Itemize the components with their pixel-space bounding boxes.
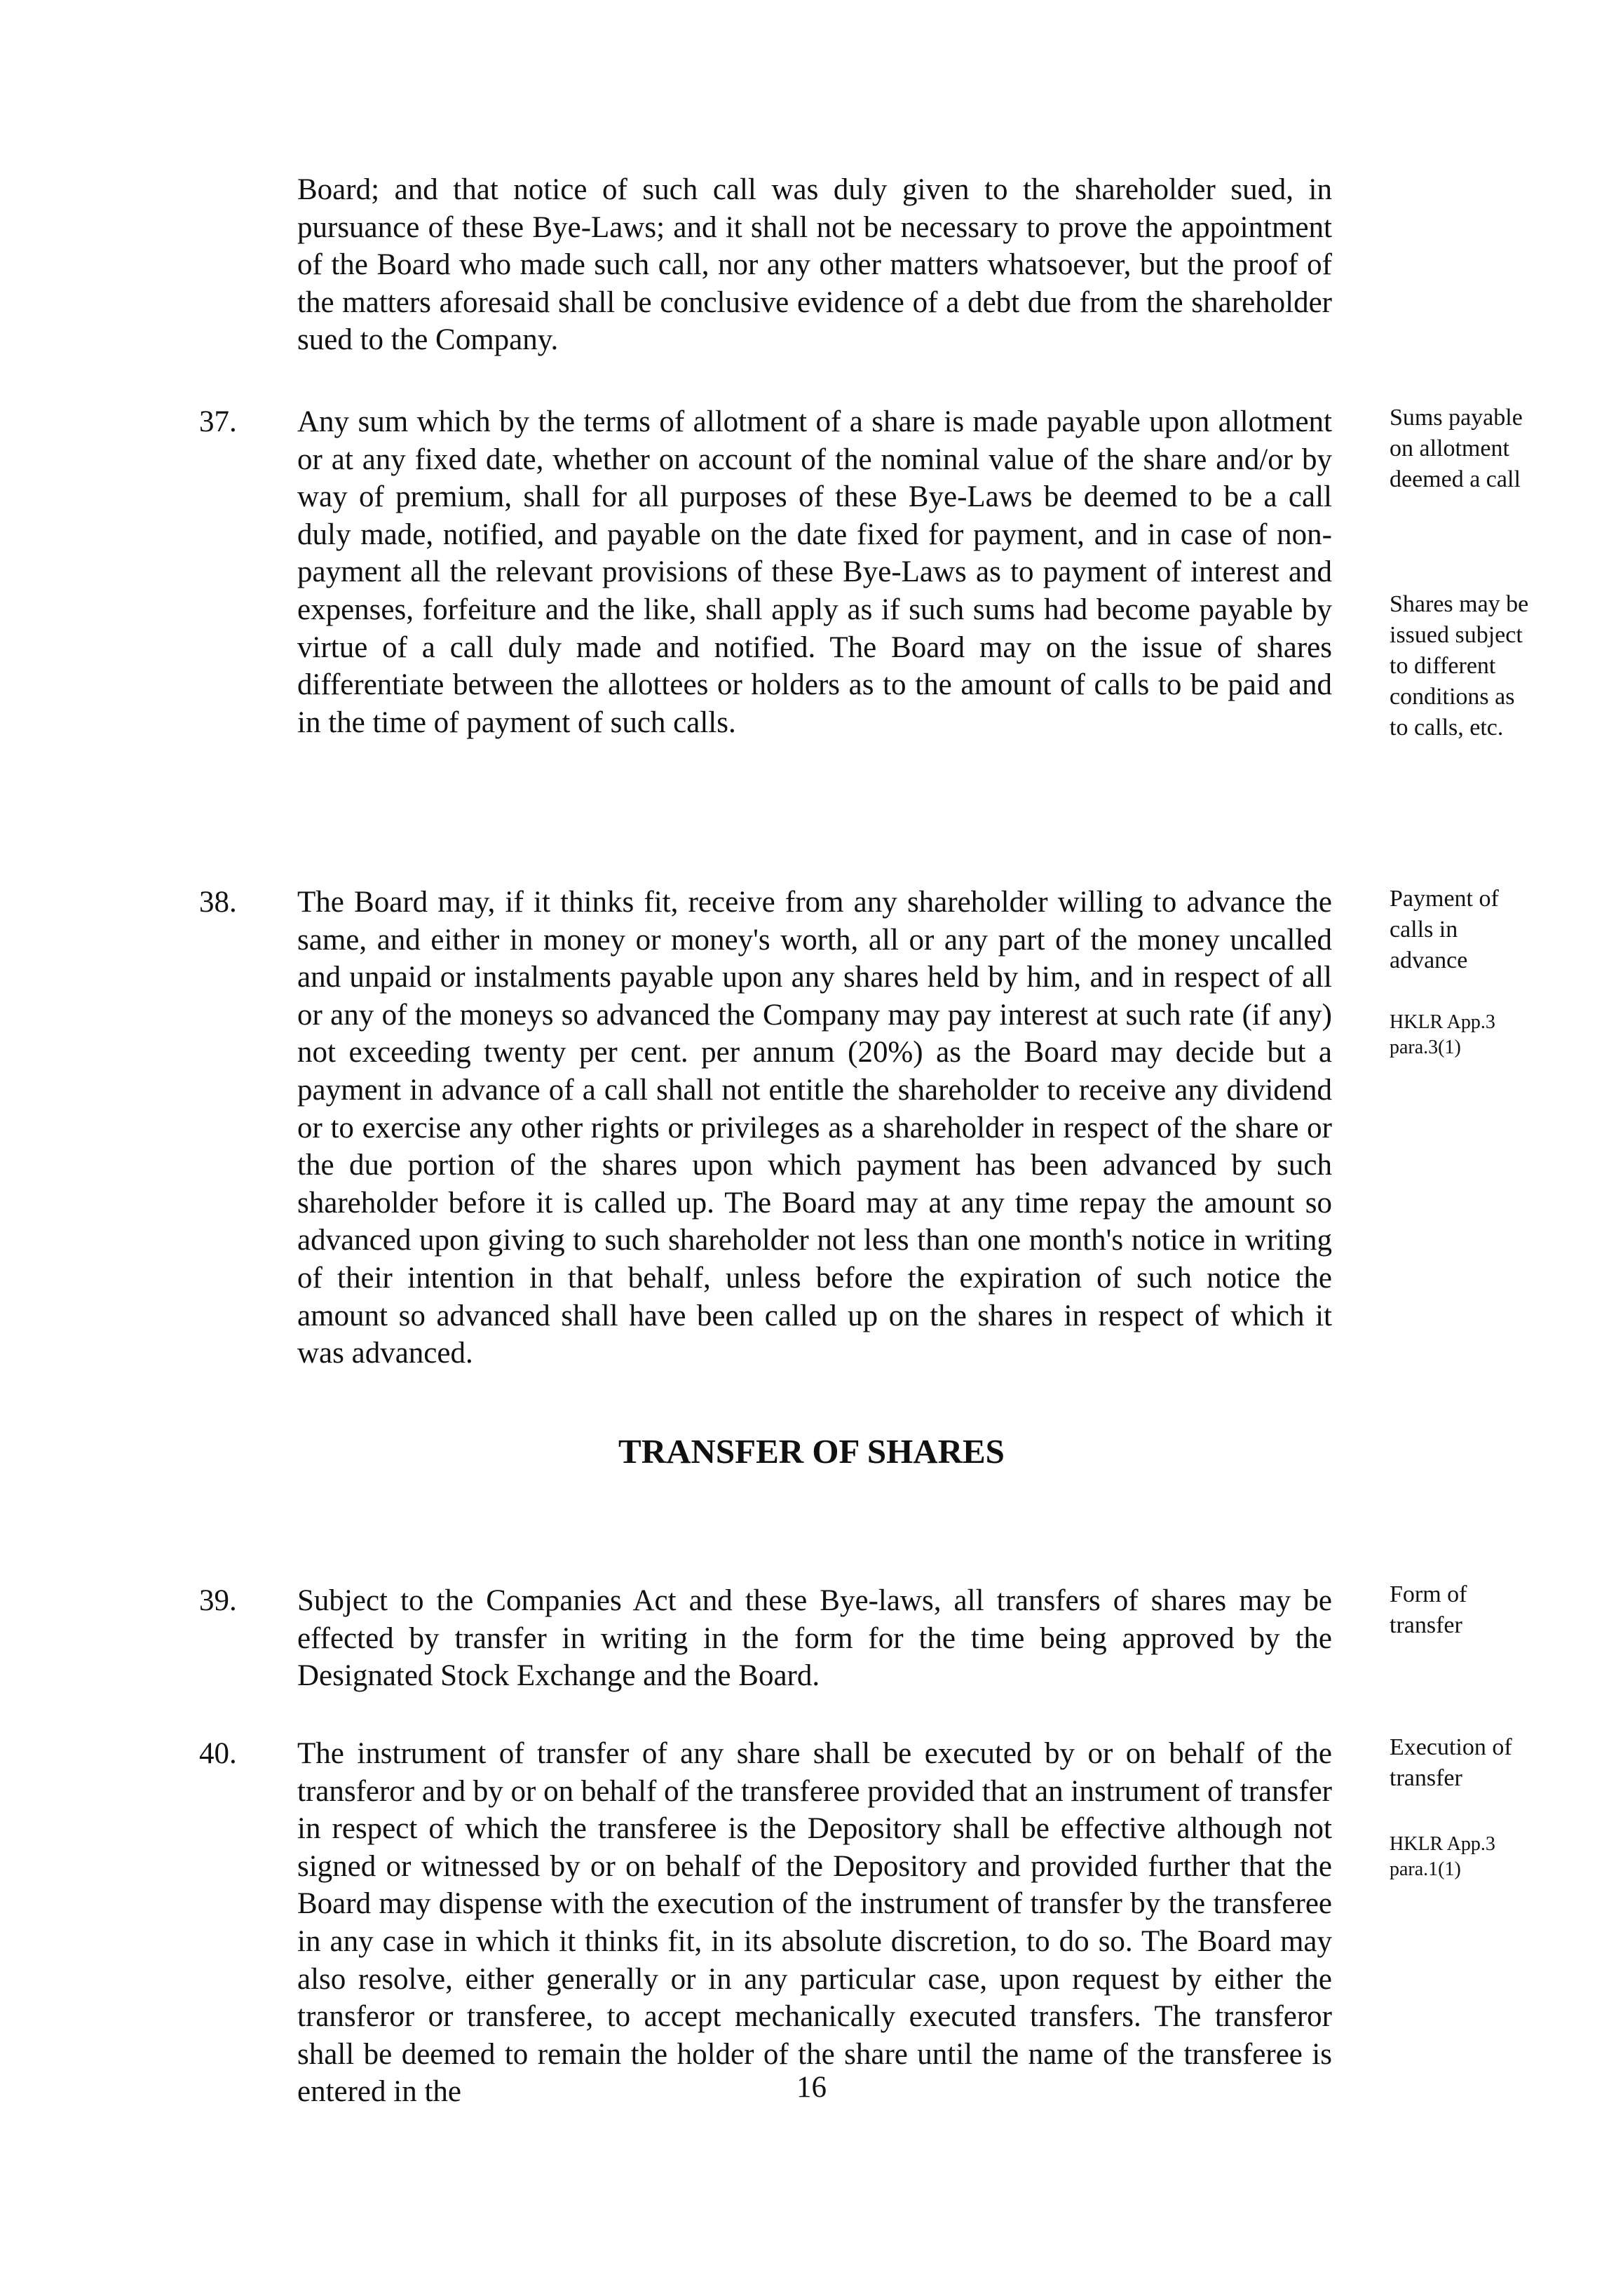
section-number-40: 40.	[199, 1737, 237, 1770]
margin-note-hklr-3-1: HKLR App.3 para.3(1)	[1390, 1011, 1495, 1058]
margin-note-execution-of-transfer: Execution of transfer	[1390, 1734, 1512, 1791]
section-heading: TRANSFER OF SHARES	[618, 1432, 1005, 1471]
section-number-38: 38.	[199, 886, 237, 919]
page-number: 16	[796, 2071, 827, 2104]
section-number-39: 39.	[199, 1584, 237, 1617]
margin-note-form-of-transfer: Form of transfer	[1390, 1581, 1467, 1638]
margin-note-hklr-1-1: HKLR App.3 para.1(1)	[1390, 1833, 1495, 1880]
margin-note-calls-in-advance: Payment of calls in advance	[1390, 886, 1499, 973]
section-text-40: The instrument of transfer of any share shall be executed by or on behalf of the transferor and by or on behalf of the transferee provided that an instrument of transfer in respect of which the transferee is the Depository shall be effective although not signed or witnessed by or on behalf of the Depository and provided further that the Board may dispense with the execution of the instrument of transfer by the transferee in any case in which it thinks fit, in its absolute discretion, to do so. The Board may also resolve, either generally or in any particular case, upon request by either the transferor or transferee, to accept mechanically executed transfers. The transferor shall be deemed to remain the holder of the share until the name of the transferee is entered in the	[297, 1737, 1332, 2109]
continuation-paragraph: Board; and that notice of such call was duly given to the shareholder sued, in pursuance of these Bye-Laws; and it shall not be necessary to prove the appointment of the Board who made such call, nor any other matters whatsoever, but the proof of the matters aforesaid shall be conclusive evidence of a debt due from the shareholder sued to the Company.	[297, 173, 1332, 357]
section-text-37: Any sum which by the terms of allotment of a share is made payable upon allotment or at any fixed date, whether on account of the nominal value of the share and/or by way of premium, shall for all purposes of these Bye-Laws be deemed to be a call duly made, notified, and payable on the date fixed for payment, and in case of non-payment all the relevant provisions of these Bye-Laws as to payment of interest and expenses, forfeiture and the like, shall apply as if such sums had become payable by virtue of a call duly made and notified. The Board may on the issue of shares differentiate between the allottees or holders as to the amount of calls to be paid and in the time of payment of such calls.	[297, 405, 1332, 739]
margin-note-shares-conditions: Shares may be issued subject to different conditions as to calls, etc.	[1390, 591, 1529, 741]
section-text-39: Subject to the Companies Act and these Bye-laws, all transfers of shares may be effected by transfer in writing in the form for the time being approved by the Designated Stock Exchange and the Board.	[297, 1584, 1332, 1693]
section-text-38: The Board may, if it thinks fit, receive from any shareholder willing to advance the same, and either in money or money's worth, all or any part of the money uncalled and unpaid or instalments payable upon any shares held by him, and in respect of all or any of the moneys so advanced the Company may pay interest at such rate (if any) not exceeding twenty per cent. per annum (20%) as the Board may decide but a payment in advance of a call shall not entitle the shareholder to receive any dividend or to exercise any other rights or privileges as a shareholder in respect of the share or the due portion of the shares upon which payment has been advanced by such shareholder before it is called up. The Board may at any time repay the amount so advanced upon giving to such shareholder not less than one month's notice in writing of their intention in that behalf, unless before the expiration of such notice the amount so advanced shall have been called up on the shares in respect of which it was advanced.	[297, 886, 1332, 1370]
section-number-37: 37.	[199, 405, 237, 438]
margin-note-sums-payable: Sums payable on allotment deemed a call	[1390, 405, 1523, 492]
